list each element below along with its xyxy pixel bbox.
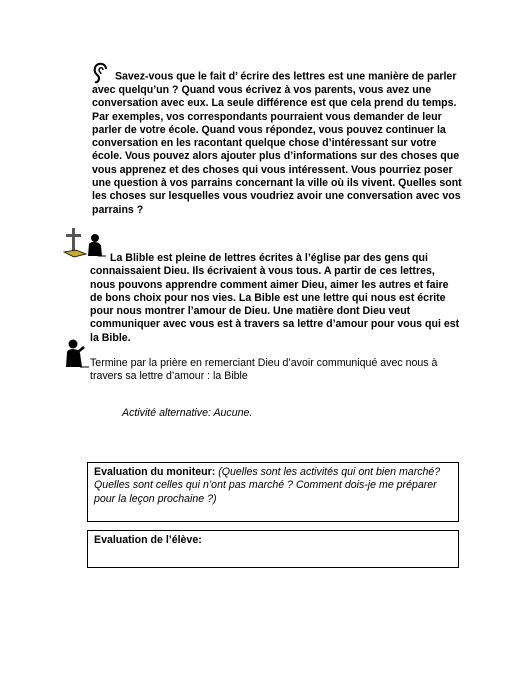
evaluation-moniteur-prompt: (Quelles sont les activités qui ont bien marché? Quelles sont celles qui n’ont pas marché ? Comment dois-je me préparer pour la leçon prochaine ?) [94, 466, 441, 505]
alternative-activity: Activité alternative: Aucune. [122, 407, 253, 419]
ear-paragraph [92, 62, 464, 217]
ear-icon [92, 62, 112, 84]
bible-paragraph-text: La Blible est pleine de lettres écrites à l’église par des gens qui connaissaient Dieu. Ils écrivaient à vous tous. A partir de ces lettres, nous pouvons apprendre comment aimer Dieu, aimer les autres et faire de bons choix pour nos vies. La Bible est une lettre qui nous est écrite pour nous montrer l’amour de Dieu. Une matière dont Dieu veut communiquer avec vous est à travers sa lettre d’amour pour vous qui est la Bible. [90, 252, 460, 344]
prayer-paragraph-text: Termine par la prière en remerciant Dieu d’avoir communiqué avec nous à travers sa lettre d’amour : la Bible [90, 357, 438, 383]
evaluation-eleve-label: Evaluation de l’élève: [94, 534, 202, 546]
bible-paragraph [90, 252, 462, 345]
evaluation-moniteur-label: Evaluation du moniteur: [94, 466, 216, 478]
prayer-paragraph [90, 357, 466, 384]
ear-paragraph-text: Savez-vous que le fait d’ écrire des lettres est une manière de parler avec quelqu’un ? Quand vous écrivez à vos parents, vous avez une conversation avec eux. La seule différence est que cela prend du temps. Par exemples, vos correspondants pourraient vous demander de leur parler de votre école. Quand vous répondez, vous pouvez continuer la conversation en les racontant quelque chose d’intéressant sur votre école. Vous pouvez alors ajouter plus d’informations sur des choses que vous apprenez et des choses qui vous intéressent. Vous pourriez poser une question à vos parrains concernant la ville où ils vivent. Quelles sont les choses sur lesquelles vous voudriez avoir une conversation avec vos parrains ? [92, 70, 462, 216]
praying-person-icon [62, 338, 90, 370]
evaluation-eleve-box[interactable] [87, 530, 459, 568]
evaluation-moniteur-box[interactable] [87, 462, 459, 522]
